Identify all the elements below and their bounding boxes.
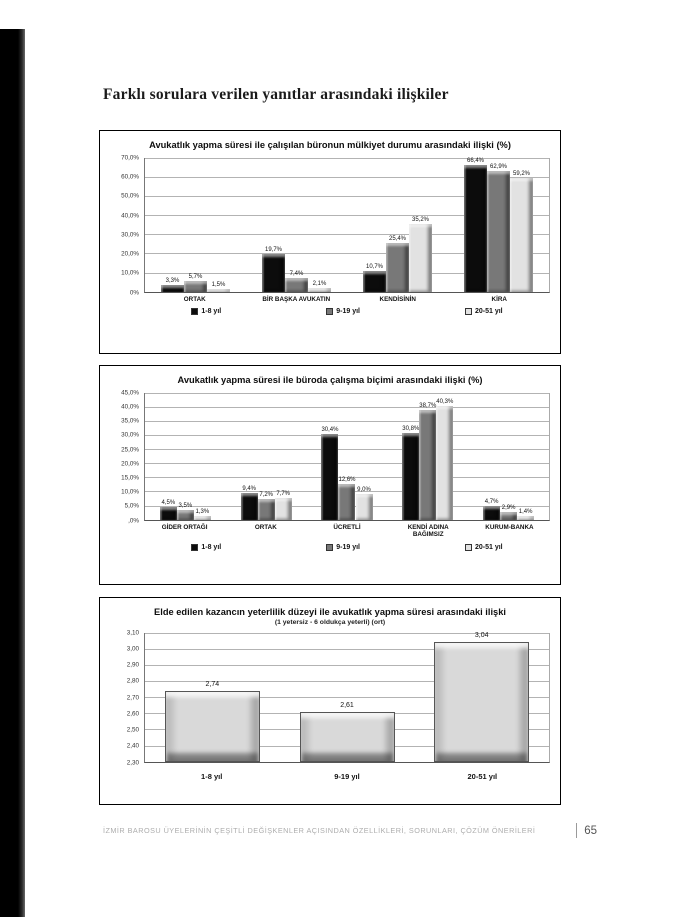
bar-group: [387, 393, 468, 520]
bar-wrap: [300, 633, 395, 762]
bar-wrap: [177, 393, 194, 520]
chart-income-adequacy-by-tenure: [99, 597, 561, 805]
bar-wrap: [160, 393, 177, 520]
y-axis-tick: 10,0%: [121, 488, 139, 496]
bar-wrap: [338, 393, 355, 520]
bar-value-label: 3,04: [474, 632, 489, 640]
legend-label: 9-19 yıl: [336, 543, 360, 551]
bar-group: [414, 633, 549, 762]
legend-item: [191, 308, 221, 315]
y-axis-tick: 20,0%: [121, 460, 139, 468]
bars-layer: [145, 393, 549, 520]
scan-binding-bar: [0, 29, 25, 917]
legend-swatch: [326, 544, 333, 551]
category-label: 1-8 yıl: [201, 771, 223, 781]
bar: [300, 712, 395, 762]
bar-wrap: [436, 393, 453, 520]
bar-wrap: [363, 158, 386, 292]
bar: [161, 285, 184, 291]
x-axis-categories: [144, 293, 550, 304]
bar-wrap: [434, 633, 529, 762]
bar-value-label: 30,8%: [402, 425, 420, 432]
footer-divider: [576, 823, 577, 838]
bar-wrap: [285, 158, 308, 292]
legend-swatch: [465, 308, 472, 315]
category-label: ORTAK: [254, 523, 277, 531]
bar-wrap: [356, 393, 373, 520]
y-axis-tick: 2,70: [126, 694, 139, 702]
bar-wrap: [510, 158, 533, 292]
y-axis-tick: 2,60: [126, 710, 139, 718]
bar: [356, 494, 373, 519]
legend-label: 1-8 yıl: [201, 543, 222, 551]
bar-value-label: 2,61: [340, 701, 354, 709]
bar: [409, 224, 432, 291]
y-axis-tick: 30,0%: [121, 431, 139, 439]
bar: [165, 691, 260, 762]
bar-value-label: 7,2%: [259, 492, 274, 499]
bar-group: [468, 393, 549, 520]
page-footer: [103, 823, 597, 838]
bar-value-label: 2,9%: [501, 504, 516, 511]
chart-subtitle: (1 yetersiz - 6 oldukça yeterli) (ort): [274, 618, 386, 626]
bar-value-label: 38,7%: [419, 403, 437, 410]
bar-group: [145, 633, 280, 762]
legend-swatch: [191, 544, 198, 551]
legend-swatch: [326, 308, 333, 315]
page-title: Farklı sorulara verilen yanıtlar arasındaki ilişkiler: [103, 86, 449, 103]
bar-value-label: 9,0%: [357, 487, 371, 494]
y-axis-tick: 3,00: [126, 645, 139, 653]
bar-group: [226, 393, 307, 520]
legend-item: [465, 308, 503, 315]
category-label: KİRA: [491, 295, 507, 303]
bar-group: [145, 158, 246, 292]
plot-row: [110, 154, 550, 297]
chart-title: Avukatlık yapma süresi ile çalışılan büronun mülkiyet durumu arasındaki ilişki (%): [149, 140, 511, 150]
plot-row: [110, 389, 550, 525]
bar-group: [347, 158, 448, 292]
y-axis: [110, 154, 144, 297]
bar-value-label: 1,4%: [518, 508, 533, 515]
legend-swatch: [465, 544, 472, 551]
legend: [144, 308, 550, 315]
page-number: 65: [584, 824, 597, 837]
bar-wrap: [464, 158, 487, 292]
bar: [363, 271, 386, 291]
bar: [487, 171, 510, 291]
category-label: KENDİ ADINA BAĞIMSIZ: [407, 523, 449, 539]
bar-wrap: [308, 158, 331, 292]
bar-wrap: [207, 158, 230, 292]
chart-title: Avukatlık yapma süresi ile büroda çalışma biçimi arasındaki ilişki (%): [177, 375, 483, 385]
bar-value-label: 7,7%: [276, 490, 291, 497]
y-axis-tick: 40,0%: [121, 403, 139, 411]
bar-value-label: 3,5%: [178, 502, 193, 509]
legend-item: [191, 544, 221, 551]
bar-value-label: 12,6%: [338, 477, 356, 484]
category-label: GİDER ORTAĞI: [161, 523, 208, 531]
bar: [402, 433, 419, 520]
bar-value-label: 30,4%: [321, 426, 339, 433]
bar: [464, 165, 487, 292]
bar: [483, 506, 500, 519]
y-axis-tick: 60,0%: [121, 173, 139, 181]
bar-value-label: 66,4%: [466, 157, 484, 164]
legend: [144, 544, 550, 551]
bar-value-label: 35,2%: [411, 217, 429, 224]
bar: [510, 178, 533, 291]
bar-value-label: 9,4%: [242, 486, 257, 493]
bar-value-label: 10,7%: [365, 264, 383, 271]
y-axis-tick: 35,0%: [121, 417, 139, 425]
chart-ownership-by-tenure: [99, 130, 561, 354]
bar: [194, 516, 211, 520]
y-axis-tick: 70,0%: [121, 154, 139, 162]
bar: [308, 288, 331, 292]
category-label: ÜCRETLİ: [333, 523, 361, 531]
bar-wrap: [419, 393, 436, 520]
y-axis-tick: 50,0%: [121, 192, 139, 200]
plot-area: [144, 393, 550, 521]
y-axis-tick: 20,0%: [121, 250, 139, 258]
bar-wrap: [321, 393, 338, 520]
bar: [160, 507, 177, 520]
y-axis-tick: 2,40: [126, 742, 139, 750]
footer-report-title: İZMİR BAROSU ÜYELERİNİN ÇEŞİTLİ DEĞİŞKENLER AÇISINDAN ÖZELLİKLERİ, SORUNLARI, ÇÖZÜM ÖNERİLERİ: [103, 826, 536, 835]
bar: [275, 498, 292, 520]
bar-wrap: [409, 158, 432, 292]
y-axis-tick: ,0%: [128, 517, 139, 525]
bar-wrap: [165, 633, 260, 762]
bar-value-label: 40,3%: [436, 398, 454, 405]
plot-row: [110, 629, 550, 767]
y-axis-tick: 45,0%: [121, 389, 139, 397]
y-axis-tick: 2,30: [126, 759, 139, 767]
bar-value-label: 1,3%: [195, 509, 210, 516]
plot-area: [144, 633, 550, 763]
bar-group: [280, 633, 415, 762]
y-axis-tick: 15,0%: [121, 474, 139, 482]
bar-value-label: 59,2%: [512, 171, 530, 178]
legend-label: 20-51 yıl: [474, 543, 503, 551]
legend-label: 20-51 yıl: [474, 308, 503, 316]
bar: [500, 512, 517, 520]
bar-wrap: [517, 393, 534, 520]
category-label: KENDİSİNİN: [379, 295, 416, 303]
bar-wrap: [241, 393, 258, 520]
chart-title: Elde edilen kazancın yeterlilik düzeyi ile avukatlık yapma süresi arasındaki ilişki: [154, 607, 506, 617]
bar-value-label: 2,74: [205, 680, 220, 688]
legend-item: [465, 544, 503, 551]
bar-value-label: 2,1%: [312, 280, 327, 287]
bar-wrap: [402, 393, 419, 520]
bar-value-label: 5,7%: [188, 273, 203, 280]
bar-wrap: [386, 158, 409, 292]
bar-value-label: 25,4%: [388, 236, 406, 243]
category-label: ORTAK: [183, 295, 206, 303]
bar: [517, 516, 534, 520]
chart-workstyle-by-tenure: [99, 365, 561, 585]
bar: [386, 243, 409, 292]
bar: [419, 410, 436, 519]
y-axis-tick: 5,0%: [124, 502, 139, 510]
bars-layer: [145, 158, 549, 292]
bar-group: [448, 158, 549, 292]
bar: [258, 499, 275, 519]
legend-swatch: [191, 308, 198, 315]
bar-wrap: [262, 158, 285, 292]
bar-wrap: [184, 158, 207, 292]
bar: [436, 406, 453, 520]
bar-wrap: [500, 393, 517, 520]
category-label: 9-19 yıl: [334, 771, 360, 781]
bar: [177, 510, 194, 520]
bar-group: [145, 393, 226, 520]
bar-value-label: 4,7%: [484, 499, 499, 506]
bar: [434, 642, 529, 761]
y-axis-tick: 2,50: [126, 726, 139, 734]
bar-wrap: [258, 393, 275, 520]
legend-item: [326, 544, 360, 551]
x-axis-categories: [144, 763, 550, 781]
bar: [262, 254, 285, 292]
bar-wrap: [161, 158, 184, 292]
x-axis-categories: [144, 521, 550, 539]
bar-wrap: [275, 393, 292, 520]
legend-label: 1-8 yıl: [201, 308, 222, 316]
bar: [184, 281, 207, 292]
y-axis: [110, 629, 144, 767]
y-axis-tick: 10,0%: [121, 269, 139, 277]
bar-wrap: [487, 158, 510, 292]
bar: [285, 278, 308, 292]
legend-item: [326, 308, 360, 315]
bar-value-label: 1,5%: [211, 281, 226, 288]
bar-group: [246, 158, 347, 292]
y-axis-tick: 30,0%: [121, 231, 139, 239]
category-label: BİR BAŞKA AVUKATIN: [262, 295, 331, 303]
bar-group: [307, 393, 388, 520]
y-axis-tick: 2,80: [126, 677, 139, 685]
y-axis-tick: 25,0%: [121, 446, 139, 454]
category-label: KURUM-BANKA: [485, 523, 534, 531]
bars-layer: [145, 633, 549, 762]
bar-wrap: [194, 393, 211, 520]
y-axis-tick: 3,10: [126, 629, 139, 637]
bar: [338, 484, 355, 520]
bar-value-label: 7,4%: [289, 270, 304, 277]
bar-wrap: [483, 393, 500, 520]
bar-value-label: 62,9%: [489, 164, 507, 171]
y-axis-tick: 40,0%: [121, 212, 139, 220]
y-axis-tick: 0%: [129, 289, 139, 297]
legend-label: 9-19 yıl: [336, 308, 360, 316]
category-label: 20-51 yıl: [467, 771, 498, 781]
bar: [321, 434, 338, 520]
bar: [241, 493, 258, 520]
bar-value-label: 4,5%: [161, 500, 176, 506]
bar: [207, 289, 230, 292]
y-axis-tick: 2,90: [126, 661, 139, 669]
y-axis: [110, 389, 144, 525]
plot-area: [144, 158, 550, 293]
bar-value-label: 3,3%: [165, 278, 180, 285]
bar-value-label: 19,7%: [264, 246, 282, 253]
